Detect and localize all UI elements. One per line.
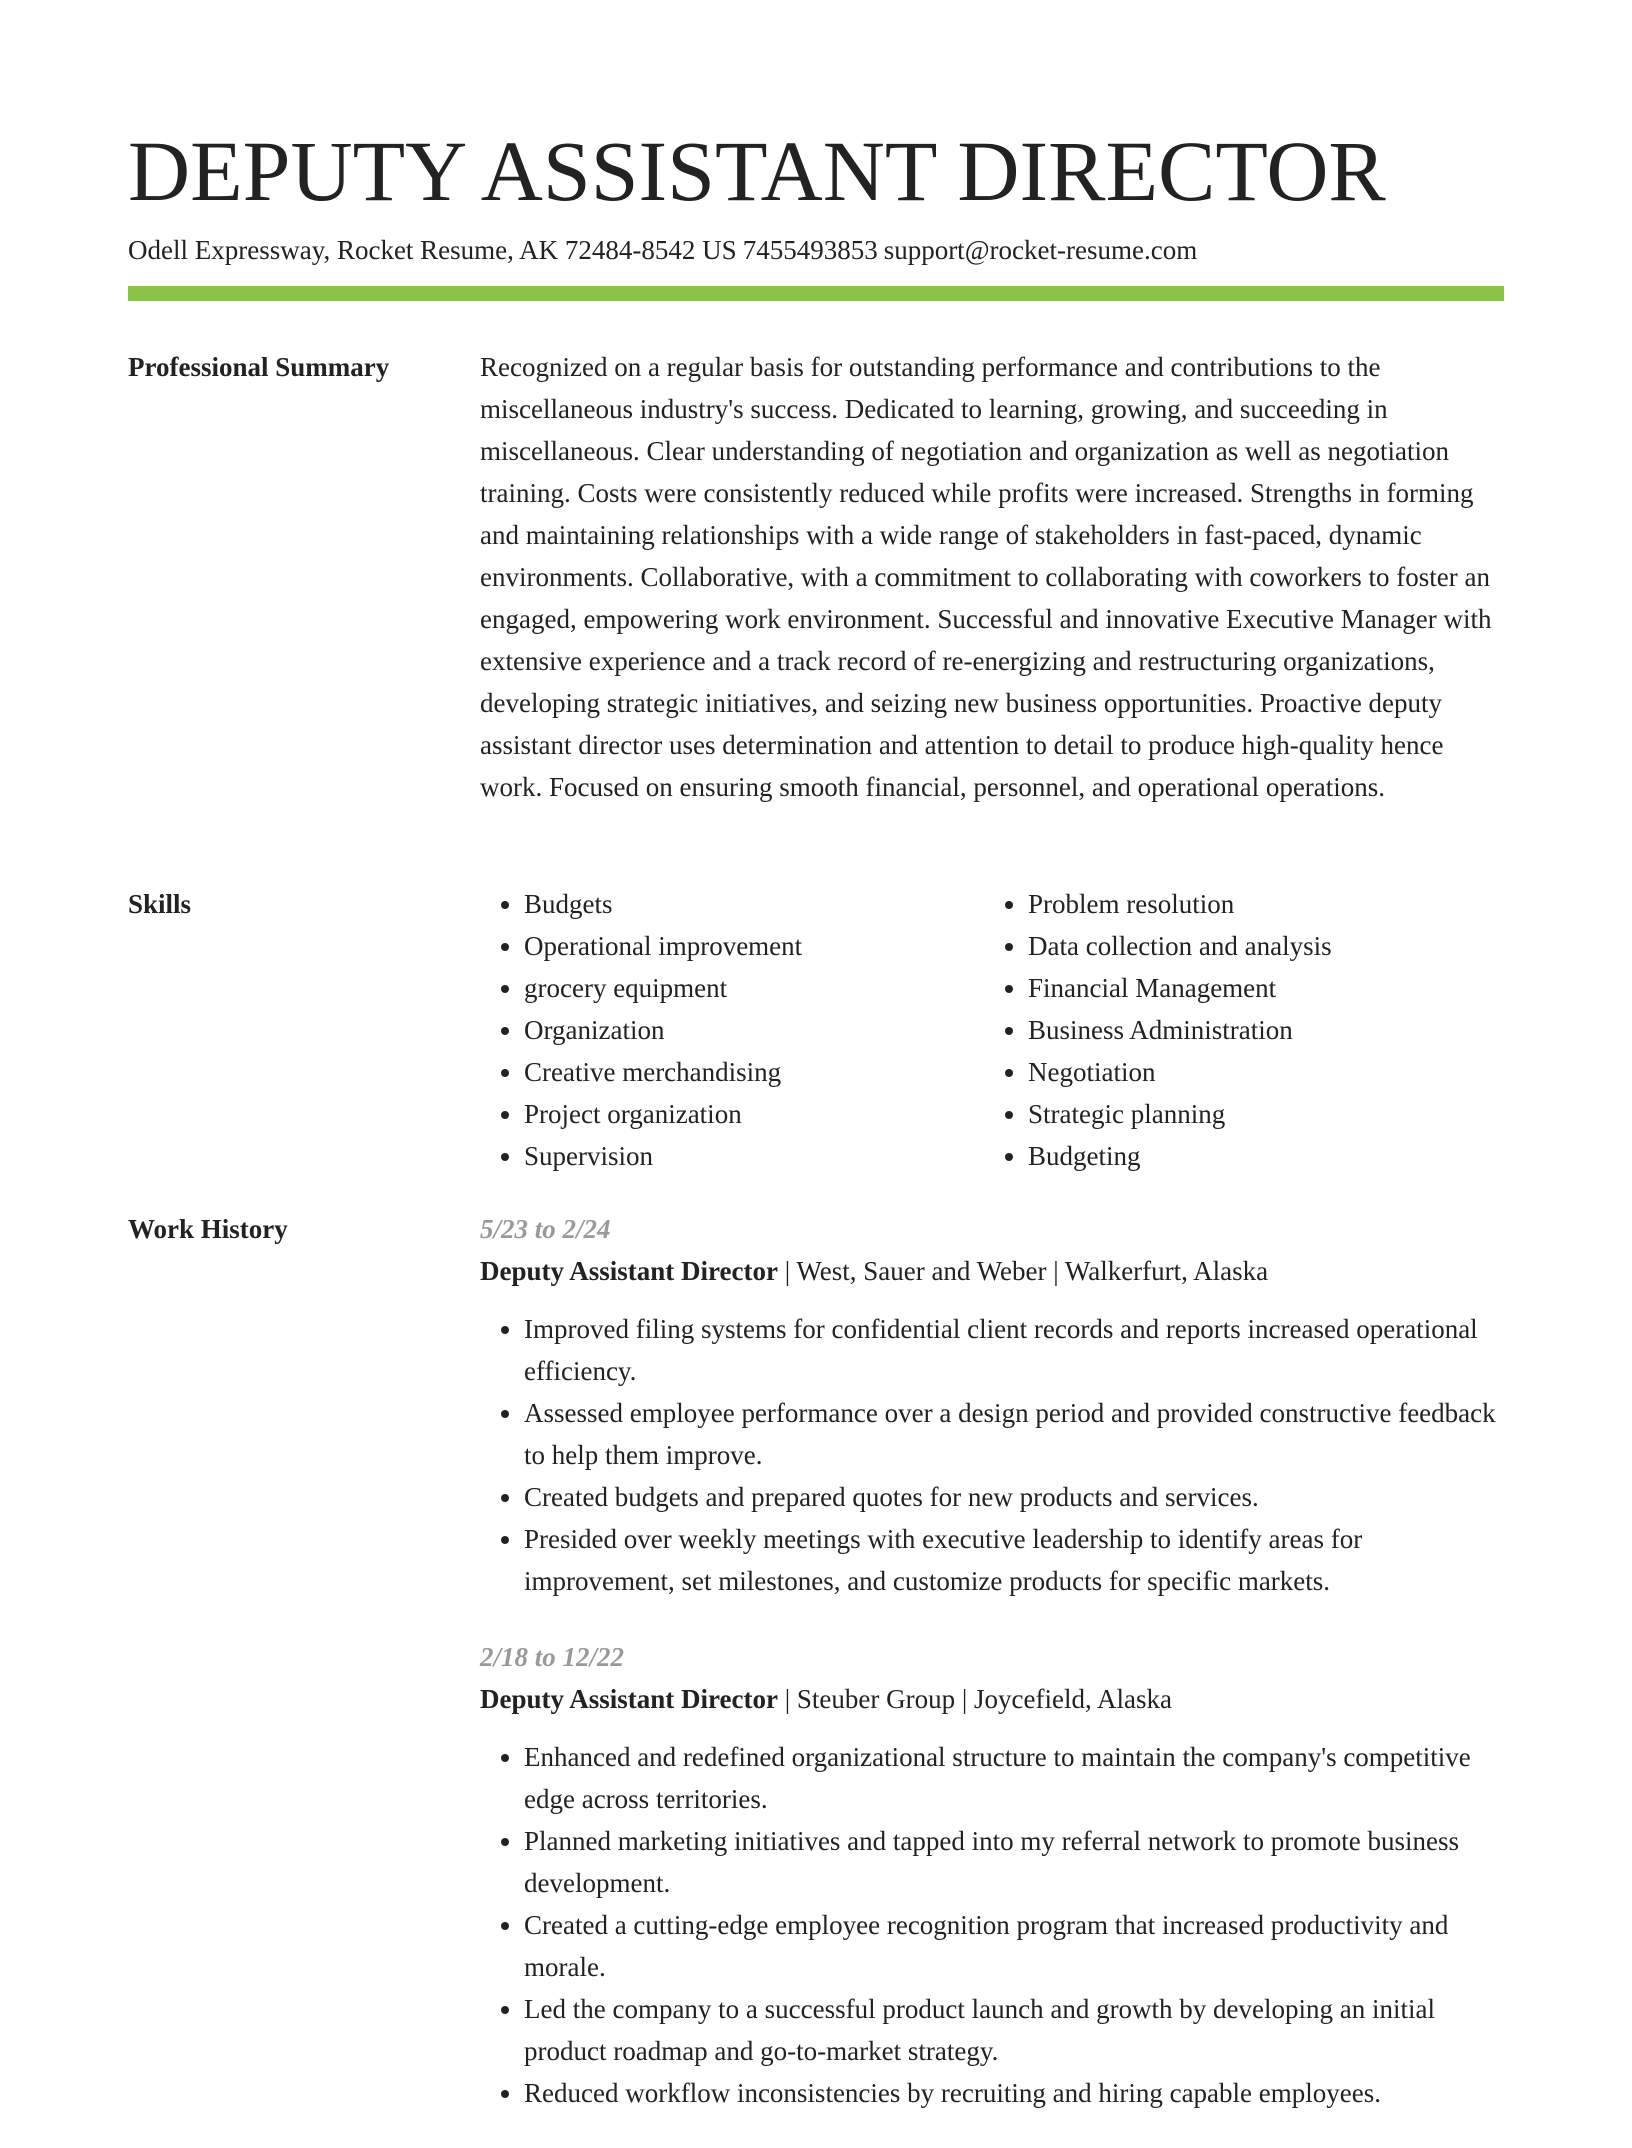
skill-item: • Creative merchandising [524, 1051, 984, 1093]
summary-text: Recognized on a regular basis for outstanding performance and contributions to the miscellaneous industry's success. Dedicated to learning, growing, and succeeding in miscellaneous. Clear understanding of negotiation and organization as well as negotiation training. Costs were consistently reduced while profits were increased. Strengths in forming and maintaining relationships with a wide range of stakeholders in fast-paced, dynamic environments. Collaborative, with a commitment to collaborating with coworkers to foster an engaged, empowering work environment. Successful and innovative Executive Manager with extensive experience and a track record of re-energizing and restructuring organizations, developing strategic initiatives, and seizing new business opportunities. Proactive deputy assistant director uses determination and attention to detail to produce high-quality hence work. Focused on ensuring smooth financial, personnel, and operational operations. [480, 352, 1492, 802]
summary-body [480, 346, 1504, 808]
skill-item: • Financial Management [1028, 967, 1488, 1009]
job-title: Deputy Assistant Director [480, 1684, 778, 1714]
skill-item: • Negotiation [1028, 1051, 1488, 1093]
job-title-line [480, 1250, 1504, 1292]
skills-list-right [984, 883, 1488, 1177]
work-history-section-title: Work History [128, 1214, 288, 1244]
job-employer-location: | Steuber Group | Joycefield, Alaska [777, 1684, 1172, 1714]
skill-item: • Business Administration [1028, 1009, 1488, 1051]
skill-item: • Data collection and analysis [1028, 925, 1488, 967]
skill-item: • Problem resolution [1028, 883, 1488, 925]
skill-item: • Strategic planning [1028, 1093, 1488, 1135]
summary-section-title: Professional Summary [128, 352, 390, 382]
job-bullet: • Enhanced and redefined organizational structure to maintain the company's competitive edge across territories. [524, 1736, 1504, 1820]
job-title-line [480, 1678, 1504, 1720]
job-bullet: • Created budgets and prepared quotes for new products and services. [524, 1476, 1504, 1518]
skill-item: • Operational improvement [524, 925, 984, 967]
job-dates: 5/23 to 2/24 [480, 1214, 611, 1244]
skill-item: • Supervision [524, 1135, 984, 1177]
skill-item: • Budgets [524, 883, 984, 925]
job-title: Deputy Assistant Director [480, 1256, 778, 1286]
skills-body [480, 883, 1504, 1177]
job-bullet: • Led the company to a successful product launch and growth by developing an initial product roadmap and go-to-market strategy. [524, 1988, 1504, 2072]
job-entry [480, 1636, 1504, 2114]
skill-item: • Organization [524, 1009, 984, 1051]
skills-list-left [480, 883, 984, 1177]
contact-address: Odell Expressway, Rocket Resume, AK 72484-8542 US [128, 235, 737, 265]
job-bullet-list [480, 1308, 1504, 1602]
job-entry [480, 1208, 1504, 1602]
contact-line [128, 230, 1203, 270]
work-history-body [480, 1208, 1504, 2148]
header-divider [128, 286, 1504, 301]
job-bullet: • Assessed employee performance over a design period and provided constructive feedback to help them improve. [524, 1392, 1504, 1476]
skill-item: • Project organization [524, 1093, 984, 1135]
job-bullet: • Improved filing systems for confidential client records and reports increased operational efficiency. [524, 1308, 1504, 1392]
job-dates: 2/18 to 12/22 [480, 1642, 625, 1672]
job-bullet: • Reduced workflow inconsistencies by recruiting and hiring capable employees. [524, 2072, 1504, 2114]
job-bullet: • Created a cutting-edge employee recognition program that increased productivity and morale. [524, 1904, 1504, 1988]
resume-name-heading: DEPUTY ASSISTANT DIRECTOR [128, 123, 1386, 219]
skill-item: • grocery equipment [524, 967, 984, 1009]
job-bullet: • Presided over weekly meetings with executive leadership to identify areas for improvement, set milestones, and customize products for specific markets. [524, 1518, 1504, 1602]
skill-item: • Budgeting [1028, 1135, 1488, 1177]
contact-phone: 7455493853 [742, 235, 878, 265]
job-bullet-list [480, 1736, 1504, 2114]
skills-section-title: Skills [128, 889, 192, 919]
job-bullet: • Planned marketing initiatives and tapped into my referral network to promote business development. [524, 1820, 1504, 1904]
job-employer-location: | West, Sauer and Weber | Walkerfurt, Alaska [777, 1256, 1269, 1286]
contact-email: support@rocket-resume.com [883, 235, 1198, 265]
